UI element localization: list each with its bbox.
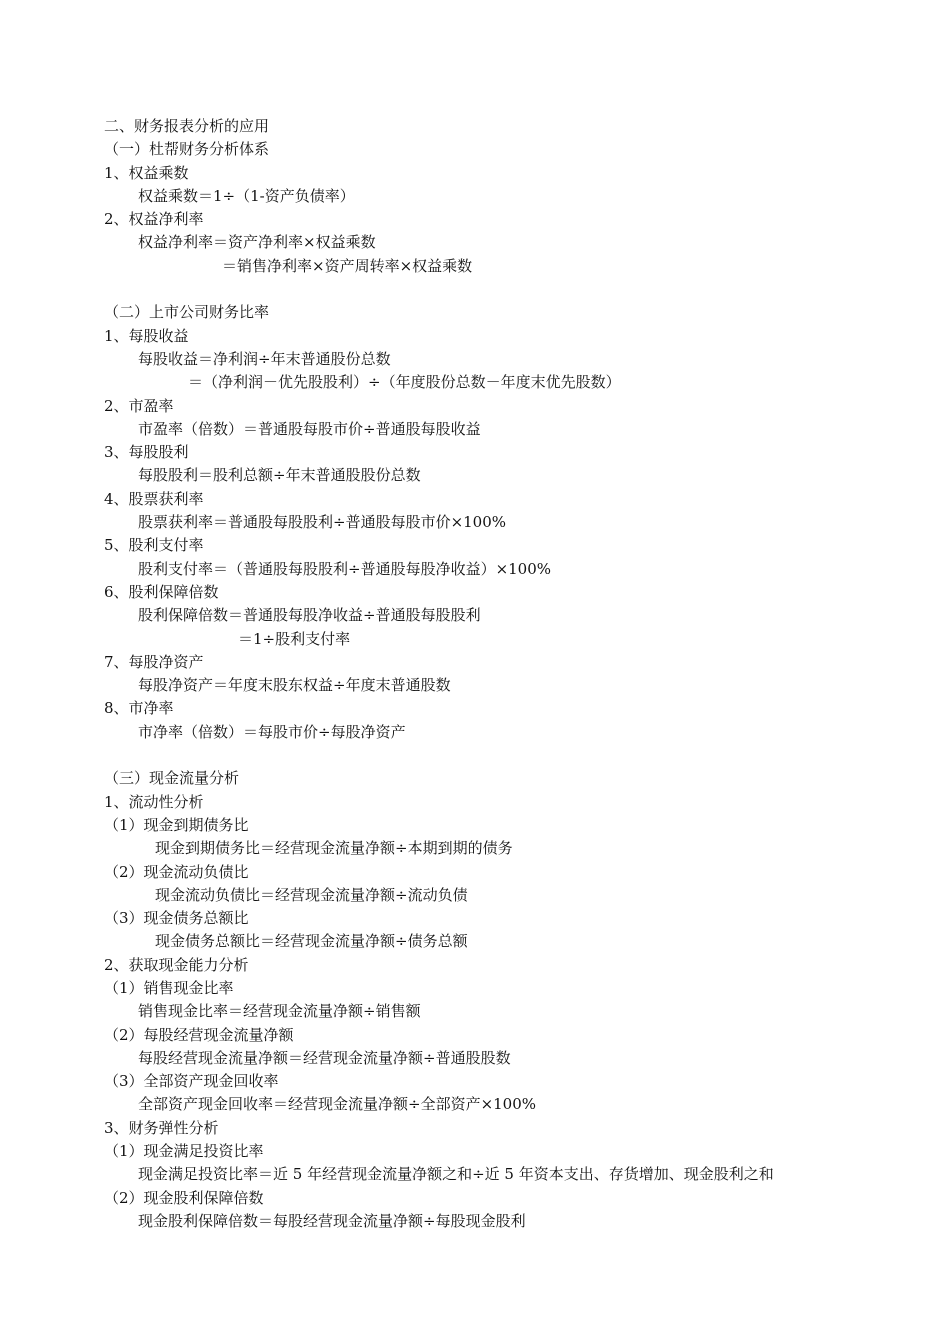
- formula-line: 现金满足投资比率＝近 5 年经营现金流量净额之和÷近 5 年资本支出、存货增加、现金股利之和: [138, 1165, 774, 1184]
- formula-continuation: ＝1÷股利支付率: [238, 629, 351, 648]
- item-heading: 4、股票获利率: [104, 489, 204, 508]
- formula-continuation: ＝（净利润－优先股股利）÷（年度股份总数－年度末优先股数）: [188, 373, 621, 392]
- formula-line: 权益净利率＝资产净利率×权益乘数: [138, 233, 376, 252]
- formula-line: 股利支付率＝（普通股每股股利÷普通股每股净收益）×100%: [138, 559, 552, 578]
- formula-line: 现金股利保障倍数＝每股经营现金流量净额÷每股现金股利: [138, 1211, 526, 1230]
- section-heading: 二、财务报表分析的应用: [104, 117, 270, 135]
- formula-line: 销售现金比率＝经营现金流量净额÷销售额: [138, 1002, 421, 1021]
- formula-line: 现金债务总额比＝经营现金流量净额÷债务总额: [155, 932, 468, 951]
- formula-line: 全部资产现金回收率＝经营现金流量净额÷全部资产×100%: [138, 1095, 537, 1114]
- item-heading: 1、流动性分析: [104, 792, 204, 811]
- sub-item-heading: （3）全部资产现金回收率: [104, 1072, 279, 1091]
- subsection-heading: （一）杜帮财务分析体系: [104, 140, 270, 159]
- sub-item-heading: （2）现金股利保障倍数: [104, 1188, 264, 1207]
- sub-item-heading: （1）现金满足投资比率: [104, 1142, 264, 1161]
- item-heading: 3、财务弹性分析: [104, 1118, 219, 1137]
- subsection-heading: （二）上市公司财务比率: [104, 303, 270, 322]
- item-heading: 2、获取现金能力分析: [104, 955, 249, 974]
- formula-line: 每股净资产＝年度末股东权益÷年度末普通股数: [138, 676, 451, 695]
- formula-line: 市净率（倍数）＝每股市价÷每股净资产: [138, 722, 406, 741]
- item-heading: 6、股利保障倍数: [104, 582, 219, 601]
- item-heading: 5、股利支付率: [104, 536, 204, 555]
- item-heading: 1、每股收益: [104, 326, 189, 345]
- sub-item-heading: （2）现金流动负债比: [104, 862, 249, 881]
- item-heading: 7、每股净资产: [104, 652, 204, 671]
- blank-line: [104, 744, 904, 767]
- item-heading: 2、市盈率: [104, 396, 174, 415]
- formula-line: 每股收益＝净利润÷年末普通股份总数: [138, 349, 391, 368]
- document-body: [104, 115, 904, 1233]
- sub-item-heading: （1）销售现金比率: [104, 978, 234, 997]
- sub-item-heading: （1）现金到期债务比: [104, 815, 249, 834]
- formula-continuation: ＝销售净利率×资产周转率×权益乘数: [222, 256, 473, 275]
- formula-line: 现金流动负债比＝经营现金流量净额÷流动负债: [155, 885, 468, 904]
- formula-line: 股票获利率＝普通股每股股利÷普通股每股市价×100%: [138, 513, 507, 532]
- formula-line: 权益乘数＝1÷（1-资产负债率）: [138, 186, 355, 205]
- item-heading: 1、权益乘数: [104, 163, 189, 182]
- sub-item-heading: （2）每股经营现金流量净额: [104, 1025, 294, 1044]
- subsection-heading: （三）现金流量分析: [104, 769, 240, 788]
- blank-line: [104, 278, 904, 301]
- sub-item-heading: （3）现金债务总额比: [104, 909, 249, 928]
- item-heading: 8、市净率: [104, 699, 174, 718]
- formula-line: 现金到期债务比＝经营现金流量净额÷本期到期的债务: [155, 839, 513, 858]
- formula-line: 每股股利＝股利总额÷年末普通股股份总数: [138, 466, 421, 485]
- item-heading: 2、权益净利率: [104, 210, 204, 229]
- item-heading: 3、每股股利: [104, 443, 189, 462]
- formula-line: 股利保障倍数＝普通股每股净收益÷普通股每股股利: [138, 606, 481, 625]
- formula-line: 市盈率（倍数）＝普通股每股市价÷普通股每股收益: [138, 419, 481, 438]
- formula-line: 每股经营现金流量净额＝经营现金流量净额÷普通股股数: [138, 1048, 511, 1067]
